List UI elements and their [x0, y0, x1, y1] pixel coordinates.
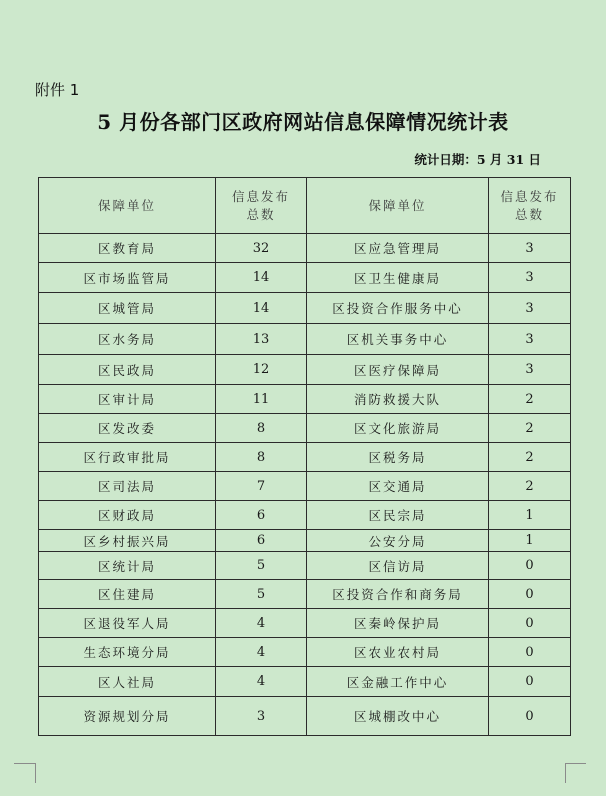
unit-cell: 区市场监管局: [39, 263, 216, 293]
unit-cell: 区退役军人局: [39, 609, 216, 638]
count-cell: 1: [489, 530, 571, 552]
column-header-count-line1: 信息发布: [500, 188, 559, 204]
column-header-unit: 保障单位: [39, 178, 216, 234]
unit-cell: 区税务局: [307, 443, 489, 472]
count-cell: 0: [489, 552, 571, 580]
table-row: [39, 472, 571, 501]
statistics-table: [38, 177, 571, 736]
column-header-count-line1: 信息发布: [231, 188, 290, 204]
unit-cell: 生态环境分局: [39, 638, 216, 667]
stat-date: 统计日期：5 月 31 日: [414, 152, 541, 167]
count-cell: 6: [216, 530, 307, 552]
table-row: [39, 443, 571, 472]
count-cell: 2: [489, 414, 571, 443]
count-cell: 32: [216, 234, 307, 263]
table-row: [39, 552, 571, 580]
unit-cell: 资源规划分局: [39, 697, 216, 736]
count-cell: 3: [489, 293, 571, 324]
count-cell: 14: [216, 293, 307, 324]
count-cell: 0: [489, 667, 571, 697]
count-cell: 4: [216, 667, 307, 697]
count-cell: 4: [216, 638, 307, 667]
table-row: [39, 697, 571, 736]
unit-cell: 区乡村振兴局: [39, 530, 216, 552]
count-cell: 5: [216, 580, 307, 609]
column-header-count-line2: 总数: [514, 206, 544, 222]
count-cell: 8: [216, 414, 307, 443]
column-header-count-line2: 总数: [246, 206, 276, 222]
unit-cell: 区水务局: [39, 324, 216, 355]
unit-cell: 区民宗局: [307, 501, 489, 530]
unit-cell: 区信访局: [307, 552, 489, 580]
count-cell: 8: [216, 443, 307, 472]
table-row: [39, 530, 571, 552]
unit-cell: 区发改委: [39, 414, 216, 443]
table-row: [39, 324, 571, 355]
unit-cell: 区城棚改中心: [307, 697, 489, 736]
page-title: 5 月份各部门区政府网站信息保障情况统计表: [97, 110, 509, 134]
page-corner-mark-left-vertical: [35, 763, 36, 783]
table-row: [39, 385, 571, 414]
unit-cell: 区秦岭保护局: [307, 609, 489, 638]
count-cell: 3: [216, 697, 307, 736]
unit-cell: 区司法局: [39, 472, 216, 501]
table-row: [39, 355, 571, 385]
unit-cell: 区应急管理局: [307, 234, 489, 263]
count-cell: 1: [489, 501, 571, 530]
table-row: [39, 638, 571, 667]
page-corner-mark-left-horizontal: [14, 763, 35, 764]
count-cell: 11: [216, 385, 307, 414]
column-header-count: [489, 178, 571, 234]
count-cell: 3: [489, 263, 571, 293]
count-cell: 13: [216, 324, 307, 355]
unit-cell: 区统计局: [39, 552, 216, 580]
unit-cell: 区审计局: [39, 385, 216, 414]
unit-cell: 区金融工作中心: [307, 667, 489, 697]
unit-cell: 公安分局: [307, 530, 489, 552]
unit-cell: 区教育局: [39, 234, 216, 263]
unit-cell: 区城管局: [39, 293, 216, 324]
unit-cell: 区财政局: [39, 501, 216, 530]
unit-cell: 区民政局: [39, 355, 216, 385]
table-row: [39, 263, 571, 293]
count-cell: 0: [489, 697, 571, 736]
count-cell: 4: [216, 609, 307, 638]
count-cell: 2: [489, 472, 571, 501]
unit-cell: 区投资合作服务中心: [307, 293, 489, 324]
table-body: [39, 234, 571, 736]
unit-cell: 区住建局: [39, 580, 216, 609]
unit-cell: 区机关事务中心: [307, 324, 489, 355]
count-cell: 0: [489, 638, 571, 667]
unit-cell: 消防救援大队: [307, 385, 489, 414]
count-cell: 7: [216, 472, 307, 501]
count-cell: 3: [489, 355, 571, 385]
unit-cell: 区医疗保障局: [307, 355, 489, 385]
count-cell: 14: [216, 263, 307, 293]
unit-cell: 区人社局: [39, 667, 216, 697]
count-cell: 0: [489, 609, 571, 638]
count-cell: 12: [216, 355, 307, 385]
table-row: [39, 501, 571, 530]
unit-cell: 区交通局: [307, 472, 489, 501]
table-row: [39, 293, 571, 324]
count-cell: 3: [489, 234, 571, 263]
count-cell: 6: [216, 501, 307, 530]
page-corner-mark-right-horizontal: [565, 763, 586, 764]
unit-cell: 区农业农村局: [307, 638, 489, 667]
table-row: [39, 234, 571, 263]
count-cell: 5: [216, 552, 307, 580]
unit-cell: 区行政审批局: [39, 443, 216, 472]
attachment-label: 附件 1: [35, 81, 80, 99]
table-row: [39, 414, 571, 443]
unit-cell: 区卫生健康局: [307, 263, 489, 293]
unit-cell: 区文化旅游局: [307, 414, 489, 443]
column-header-count: [216, 178, 307, 234]
table-row: [39, 580, 571, 609]
count-cell: 3: [489, 324, 571, 355]
count-cell: 0: [489, 580, 571, 609]
unit-cell: 区投资合作和商务局: [307, 580, 489, 609]
count-cell: 2: [489, 385, 571, 414]
table-row: [39, 667, 571, 697]
table-row: [39, 609, 571, 638]
page-corner-mark-right-vertical: [565, 763, 566, 783]
count-cell: 2: [489, 443, 571, 472]
column-header-unit: 保障单位: [307, 178, 489, 234]
table-header-row: [39, 178, 571, 234]
